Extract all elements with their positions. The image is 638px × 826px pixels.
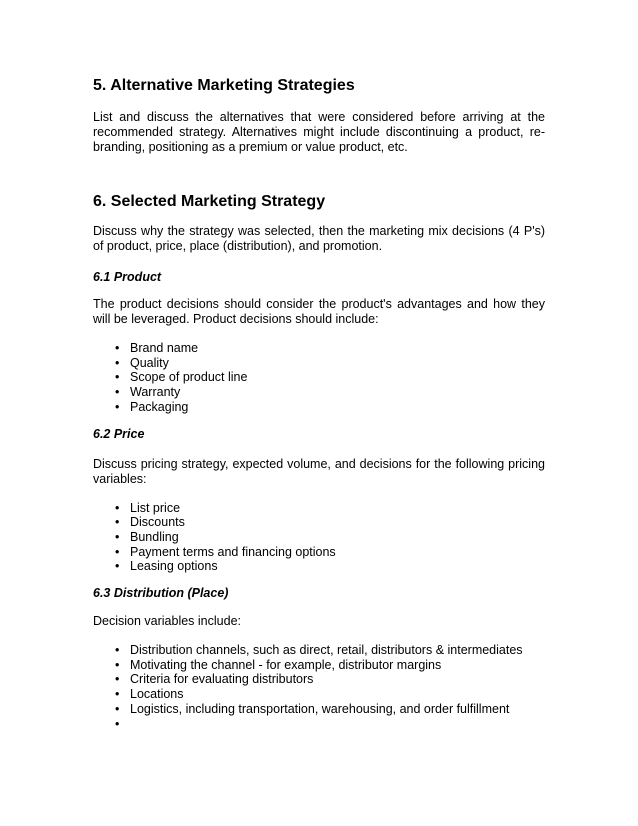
section-5-body: List and discuss the alternatives that were considered before arriving at the recommended strategy. Alternatives might include discontinuing a product, re-branding, positioning as a premium or value product, etc.	[93, 110, 545, 154]
document-page	[93, 76, 545, 731]
bullet-icon: •	[115, 672, 120, 687]
bullet-icon: •	[115, 716, 120, 731]
list-item-text: Brand name	[130, 341, 199, 355]
list-item-text: Scope of product line	[130, 370, 248, 385]
list-item	[93, 658, 545, 673]
list-item-text: Packaging	[130, 399, 189, 414]
list-item-text: Motivating the channel - for example, distributor margins	[130, 657, 442, 672]
distribution-body: Decision variables include:	[93, 614, 241, 629]
list-item	[93, 672, 545, 687]
section-6-heading: 6. Selected Marketing Strategy	[93, 193, 326, 210]
list-item-text: Logistics, including transportation, warehousing, and order fulfillment	[130, 701, 510, 716]
bullet-icon: •	[115, 341, 120, 355]
list-item	[93, 341, 545, 356]
list-item	[93, 545, 545, 560]
list-item	[93, 559, 545, 574]
price-list	[93, 501, 545, 575]
list-item-text: Warranty	[130, 385, 181, 400]
distribution-list	[93, 643, 545, 731]
price-heading: 6.2 Price	[93, 426, 145, 441]
list-item	[93, 530, 545, 545]
list-item	[93, 702, 545, 717]
distribution-heading: 6.3 Distribution (Place)	[93, 586, 229, 601]
bullet-icon: •	[115, 515, 120, 530]
list-item	[93, 515, 545, 530]
list-item-text: Payment terms and financing options	[130, 544, 336, 559]
list-item-text: Criteria for evaluating distributors	[130, 672, 314, 687]
bullet-icon: •	[115, 370, 120, 385]
list-item-text: Distribution channels, such as direct, retail, distributors & intermediates	[130, 643, 523, 658]
list-item	[93, 501, 545, 516]
bullet-icon: •	[115, 544, 120, 559]
list-item-text: Locations	[130, 687, 184, 702]
list-item-text: Leasing options	[130, 559, 218, 574]
list-item	[93, 643, 545, 658]
list-item-text: Bundling	[130, 529, 179, 544]
list-item	[93, 400, 545, 415]
price-body: Discuss pricing strategy, expected volume, and decisions for the following pricing variables:	[93, 456, 545, 486]
list-item-text: List price	[130, 500, 181, 515]
bullet-icon: •	[115, 687, 120, 702]
bullet-icon: •	[115, 355, 120, 370]
list-item	[93, 356, 545, 371]
bullet-icon: •	[115, 657, 120, 672]
bullet-icon: •	[115, 701, 120, 716]
bullet-icon: •	[115, 559, 120, 574]
list-item	[93, 370, 545, 385]
product-heading: 6.1 Product	[93, 270, 162, 284]
bullet-icon: •	[115, 529, 120, 544]
section-6-body: Discuss why the strategy was selected, then the marketing mix decisions (4 P's) of product, price, place (distribution), and promotion.	[93, 224, 545, 253]
list-item-text: Quality	[130, 355, 169, 370]
bullet-icon: •	[115, 643, 120, 658]
section-5-heading: 5. Alternative Marketing Strategies	[93, 77, 355, 94]
bullet-icon: •	[115, 500, 120, 515]
bullet-icon: •	[115, 399, 120, 414]
list-item	[93, 385, 545, 400]
list-item	[93, 687, 545, 702]
list-item-text: Discounts	[130, 515, 185, 530]
bullet-icon: •	[115, 385, 120, 400]
product-list	[93, 341, 545, 415]
product-body: The product decisions should consider the product's advantages and how they will be leveraged. Product decisions should include:	[93, 297, 545, 326]
